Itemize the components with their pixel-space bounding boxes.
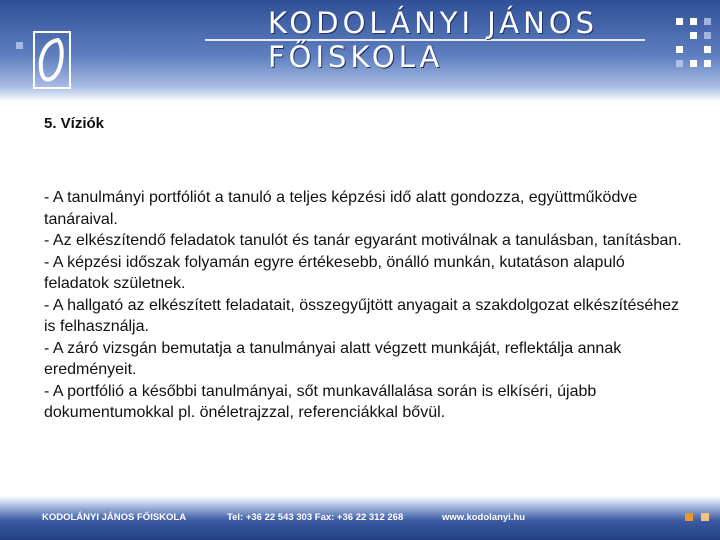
paragraph: - A portfólió a későbbi tanulmányai, sőt munkavállalása során is elkíséri, újabb dokumentumokkal pl. önéletrajzzal, referenciákkal bővül. xyxy=(44,382,597,421)
paragraph: - A képzési időszak folyamán egyre értékesebb, önálló munkán, kutatáson alapuló feladatok születnek. xyxy=(44,253,625,292)
paragraph: - A hallgató az elkészített feladatait, összegyűjtött anyagait a szakdolgozat elkészítéséhez is felhasználja. xyxy=(44,296,680,335)
paragraph: - A záró vizsgán bemutatja a tanulmányai alatt végzett munkáját, reflektálja annak eredményeit. xyxy=(44,339,622,378)
paragraph: - Az elkészítendő feladatok tanulót és tanár egyaránt motiválnak a tanulásban, tanításban. xyxy=(44,232,682,249)
institution-title: KODOLÁNYI JÁNOS FŐISKOLA xyxy=(268,6,599,74)
footer-website[interactable]: www.kodolanyi.hu xyxy=(442,512,526,523)
footer-orange-square-icon xyxy=(685,513,693,521)
header-banner xyxy=(0,0,720,102)
footer-contact: Tel: +36 22 543 303 Fax: +36 22 312 268 xyxy=(227,512,404,523)
footer-light-square-icon xyxy=(701,513,709,521)
slide-body xyxy=(44,187,684,424)
college-logo-icon xyxy=(32,30,72,90)
slide-heading: 5. Víziók xyxy=(44,115,105,132)
paragraph: - A tanulmányi portfóliót a tanuló a teljes képzési idő alatt gondozza, együttműködve tanáraival. xyxy=(44,189,638,228)
footer-institution: KODOLÁNYI JÁNOS FŐISKOLA xyxy=(42,512,187,523)
